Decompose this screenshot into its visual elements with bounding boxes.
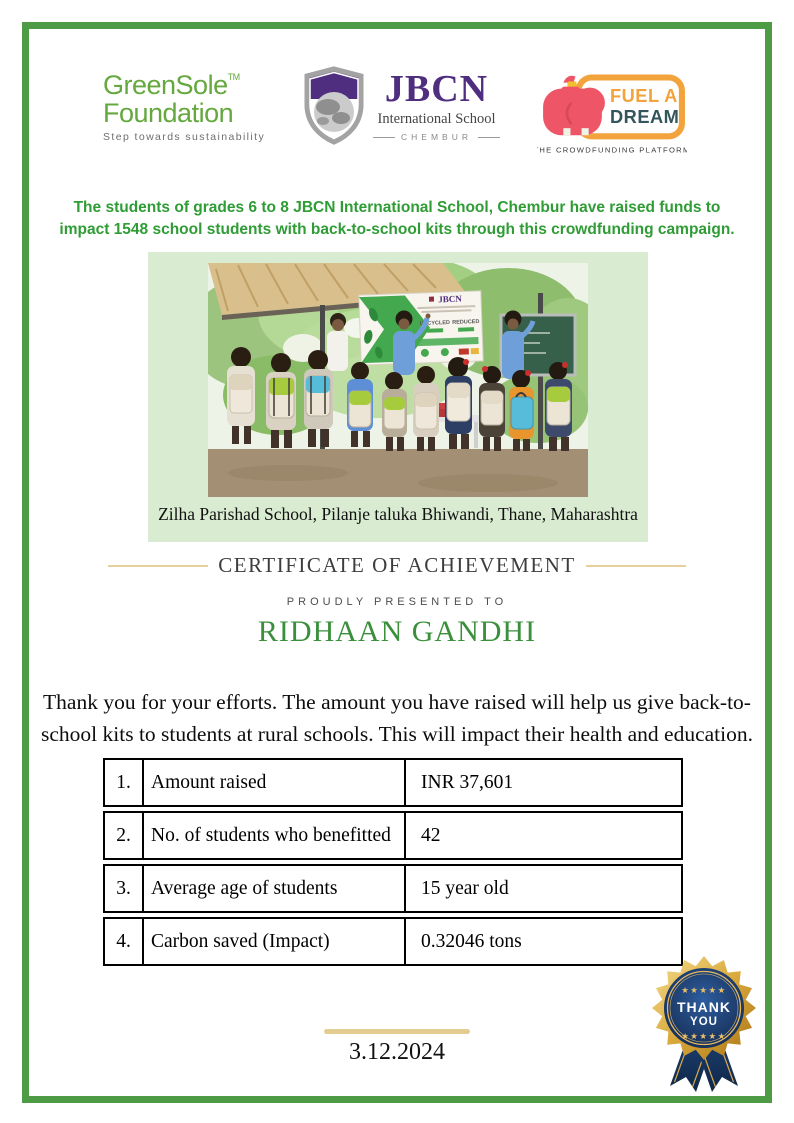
trademark-symbol: TM [227, 72, 240, 82]
campaign-intro-text: The students of grades 6 to 8 JBCN International School, Chembur have raised funds to impact 1548 school students with back-to-school kits through this crowdfunding campaign. [59, 198, 735, 238]
jbcn-wordmark [373, 70, 500, 142]
row-value: 15 year old [421, 877, 509, 899]
jbcn-school-logo [303, 66, 503, 146]
row-number: 2. [105, 813, 144, 858]
heading-rule-left [108, 565, 208, 567]
fuel-a-dream-graphic [537, 70, 687, 160]
row-label: Amount raised [144, 760, 406, 805]
row-value: 0.32046 tons [421, 930, 522, 952]
elephant-fuelcan-icon [543, 76, 605, 136]
fad-line1: FUEL A [609, 84, 678, 106]
school-photo [208, 263, 588, 497]
row-label: No. of students who benefitted [144, 813, 406, 858]
greensole-name: GreenSole [103, 70, 228, 100]
banner-col1: UPCYCLED [419, 319, 451, 328]
badge-you: YOU [690, 1016, 718, 1028]
row-label: Average age of students [144, 866, 406, 911]
table-row [103, 758, 683, 807]
badge-stars-bottom: ★★★★★ [681, 1032, 727, 1042]
row-value: 42 [421, 824, 441, 846]
row-number: 4. [105, 919, 144, 964]
row-number: 3. [105, 866, 144, 911]
greensole-tagline: Step towards sustainability [103, 131, 266, 143]
row-value: INR 37,601 [421, 771, 514, 793]
jbcn-campus [373, 132, 500, 142]
row-number: 1. [105, 760, 144, 805]
heading-rule-right [586, 565, 686, 567]
fad-line2: DREAM [609, 106, 680, 128]
jbcn-name: JBCN [384, 68, 489, 110]
recipient-name: RIDHAAN GANDHI [257, 615, 537, 648]
certificate-heading-row [108, 553, 686, 578]
certificate-date: 3.12.2024 [349, 1039, 445, 1065]
photo-caption: Zilha Parishad School, Pilanje taluka Bhiwandi, Thane, Maharashtra [158, 504, 638, 524]
jbcn-campus-name: CHEMBUR [401, 132, 472, 142]
banner-col2: REDUCED [452, 318, 480, 326]
table-row [103, 917, 683, 966]
row-label: Carbon saved (Impact) [144, 919, 406, 964]
photo-section [148, 252, 648, 542]
table-row [103, 864, 683, 913]
certificate-heading: CERTIFICATE OF ACHIEVEMENT [218, 553, 576, 577]
jbcn-subtitle: International School [377, 111, 496, 127]
badge-thank: THANK [677, 999, 731, 1015]
fad-tagline: THE CROWDFUNDING PLATFORM [537, 145, 687, 155]
table-row [103, 811, 683, 860]
badge-stars-top: ★★★★★ [681, 986, 727, 996]
dash-right [478, 137, 500, 138]
greensole-wordmark [103, 72, 273, 99]
logo-row [100, 68, 694, 163]
fuel-a-dream-logo [537, 70, 687, 160]
greensole-foundation-word: Foundation [103, 98, 234, 128]
impact-stats-table [103, 758, 683, 970]
date-rule [324, 1029, 470, 1034]
jbcn-shield-globe-icon [303, 66, 365, 146]
dash-left [373, 137, 395, 138]
presented-label: PROUDLY PRESENTED TO [286, 596, 508, 608]
greensole-foundation-logo [103, 72, 273, 143]
banner-org: JBCN [438, 293, 462, 305]
thank-you-badge [645, 946, 763, 1096]
thank-you-message: Thank you for your efforts. The amount you have raised will help us give back-to-school kits to students at rural schools. This will impact their health and education. [41, 689, 753, 746]
